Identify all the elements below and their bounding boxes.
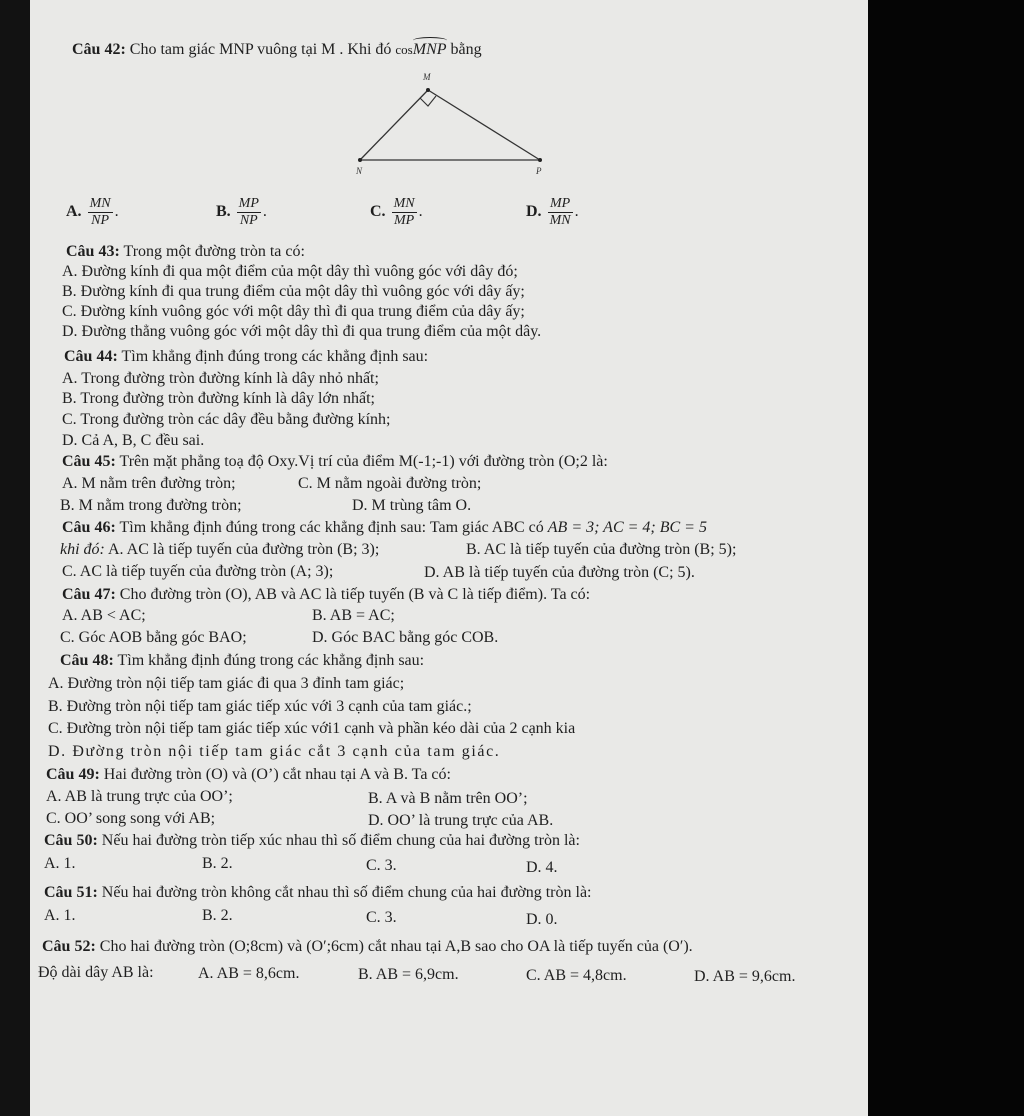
question-51: Câu 51: Nếu hai đường tròn không cắt nhau thì số điểm chung của hai đường tròn là: bbox=[44, 884, 592, 901]
q51-option-b[interactable]: B. 2. bbox=[202, 907, 233, 924]
q46-line2: khi đó: A. AC là tiếp tuyến của đường tròn (B; 3); bbox=[60, 541, 380, 558]
q43-option-a[interactable]: A. Đường kính đi qua một điểm của một dây thì vuông góc với dây đó; bbox=[62, 263, 518, 280]
q49-option-d[interactable]: D. OO’ là trung trực của AB. bbox=[368, 812, 554, 829]
q52-option-d[interactable]: D. AB = 9,6cm. bbox=[694, 968, 796, 985]
q43-option-d[interactable]: D. Đường thẳng vuông góc với một dây thì đi qua trung điểm của một dây. bbox=[62, 323, 542, 340]
q43-option-c[interactable]: C. Đường kính vuông góc với một dây thì đi qua trung điểm của dây ấy; bbox=[62, 303, 525, 320]
q49-option-c[interactable]: C. OO’ song song với AB; bbox=[46, 810, 216, 827]
q51-option-c[interactable]: C. 3. bbox=[366, 909, 397, 926]
question-48: Câu 48: Tìm khẳng định đúng trong các khẳng định sau: bbox=[60, 652, 425, 669]
q46-option-c[interactable]: C. AC là tiếp tuyến của đường tròn (A; 3); bbox=[62, 563, 334, 580]
question-44: Câu 44: Tìm khẳng định đúng trong các khẳng định sau: bbox=[64, 348, 429, 365]
q49-option-a[interactable]: A. AB là trung trực của OO’; bbox=[46, 788, 233, 805]
q52-option-c[interactable]: C. AB = 4,8cm. bbox=[526, 967, 627, 984]
q44-option-a[interactable]: A. Trong đường tròn đường kính là dây nhỏ nhất; bbox=[62, 370, 379, 387]
q48-option-b[interactable]: B. Đường tròn nội tiếp tam giác tiếp xúc với 3 cạnh của tam giác.; bbox=[48, 698, 472, 715]
q44-option-c[interactable]: C. Trong đường tròn các dây đều bằng đường kính; bbox=[62, 411, 391, 428]
question-45: Câu 45: Trên mặt phẳng toạ độ Oxy.Vị trí của điểm M(-1;-1) với đường tròn (O;2 là: bbox=[62, 453, 608, 470]
vertex-m-label: M bbox=[423, 72, 431, 82]
q46-option-a[interactable]: A. AC là tiếp tuyến của đường tròn (B; 3); bbox=[104, 541, 380, 558]
q42-option-b[interactable]: B. $\frac{MP}{NP}$ . bbox=[216, 196, 267, 228]
q45-option-d[interactable]: D. M trùng tâm O. bbox=[352, 497, 472, 514]
q51-option-d[interactable]: D. 0. bbox=[526, 911, 558, 928]
vertex-p-label: P bbox=[536, 166, 542, 176]
question-47: Câu 47: Cho đường tròn (O), AB và AC là tiếp tuyến (B và C là tiếp điểm). Ta có: bbox=[62, 586, 591, 603]
q50-option-c[interactable]: C. 3. bbox=[366, 857, 397, 874]
q52-option-b[interactable]: B. AB = 6,9cm. bbox=[358, 966, 459, 983]
question-49: Câu 49: Hai đường tròn (O) và (O’) cắt nhau tại A và B. Ta có: bbox=[46, 766, 451, 783]
q45-option-c[interactable]: C. M nằm ngoài đường tròn; bbox=[298, 475, 482, 492]
q44-option-b[interactable]: B. Trong đường tròn đường kính là dây lớn nhất; bbox=[62, 390, 375, 407]
q48-option-c[interactable]: C. Đường tròn nội tiếp tam giác tiếp xúc với1 cạnh và phần kéo dài của 2 cạnh kia bbox=[48, 720, 576, 737]
q47-option-a[interactable]: A. AB < AC; bbox=[62, 607, 146, 624]
q45-option-b[interactable]: B. M nằm trong đường tròn; bbox=[60, 497, 242, 514]
question-46: Câu 46: Tìm khẳng định đúng trong các khẳng định sau: Tam giác ABC có AB = 3; AC = 4; BC = 5 bbox=[62, 519, 707, 536]
question-42: Câu 42: Cho tam giác MNP vuông tại M . Khi đó cosMNP bằng bbox=[72, 41, 482, 58]
q52-option-a[interactable]: A. AB = 8,6cm. bbox=[198, 965, 300, 982]
q50-option-b[interactable]: B. 2. bbox=[202, 855, 233, 872]
q48-option-d[interactable]: D. Đường tròn nội tiếp tam giác cắt 3 cạnh của tam giác. bbox=[48, 743, 501, 760]
q46-option-b[interactable]: B. AC là tiếp tuyến của đường tròn (B; 5); bbox=[466, 541, 737, 558]
q42-option-d[interactable]: D. $\frac{MP}{MN}$ . bbox=[526, 196, 579, 228]
q47-option-c[interactable]: C. Góc AOB bằng góc BAO; bbox=[60, 629, 247, 646]
triangle-mnp-figure bbox=[340, 68, 560, 180]
q49-option-b[interactable]: B. A và B nằm trên OO’; bbox=[368, 790, 528, 807]
q50-option-d[interactable]: D. 4. bbox=[526, 859, 558, 876]
vertex-n-label: N bbox=[356, 166, 363, 176]
question-50: Câu 50: Nếu hai đường tròn tiếp xúc nhau thì số điểm chung của hai đường tròn là: bbox=[44, 832, 580, 849]
q43-option-b[interactable]: B. Đường kính đi qua trung điểm của một dây thì vuông góc với dây ấy; bbox=[62, 283, 525, 300]
q42-option-a[interactable]: A. $\frac{MN}{NP}$ . bbox=[66, 196, 119, 228]
question-52: Câu 52: Cho hai đường tròn (O;8cm) và (O′;6cm) cắt nhau tại A,B sao cho OA là tiếp tuyến của (O′). bbox=[42, 938, 693, 955]
q47-option-b[interactable]: B. AB = AC; bbox=[312, 607, 395, 624]
left-dark-edge bbox=[0, 0, 30, 1116]
q52-line2: Độ dài dây AB là: bbox=[38, 964, 154, 981]
q44-option-d[interactable]: D. Cả A, B, C đều sai. bbox=[62, 432, 205, 449]
question-43: Câu 43: Trong một đường tròn ta có: bbox=[66, 243, 305, 260]
right-dark-edge bbox=[868, 0, 1024, 1116]
q51-option-a[interactable]: A. 1. bbox=[44, 907, 76, 924]
q42-option-c[interactable]: C. $\frac{MN}{MP}$ . bbox=[370, 196, 423, 228]
q45-option-a[interactable]: A. M nằm trên đường tròn; bbox=[62, 475, 236, 492]
q46-option-d[interactable]: D. AB là tiếp tuyến của đường tròn (C; 5). bbox=[424, 564, 695, 581]
q50-option-a[interactable]: A. 1. bbox=[44, 855, 76, 872]
q47-option-d[interactable]: D. Góc BAC bằng góc COB. bbox=[312, 629, 499, 646]
q48-option-a[interactable]: A. Đường tròn nội tiếp tam giác đi qua 3 đỉnh tam giác; bbox=[48, 675, 405, 692]
